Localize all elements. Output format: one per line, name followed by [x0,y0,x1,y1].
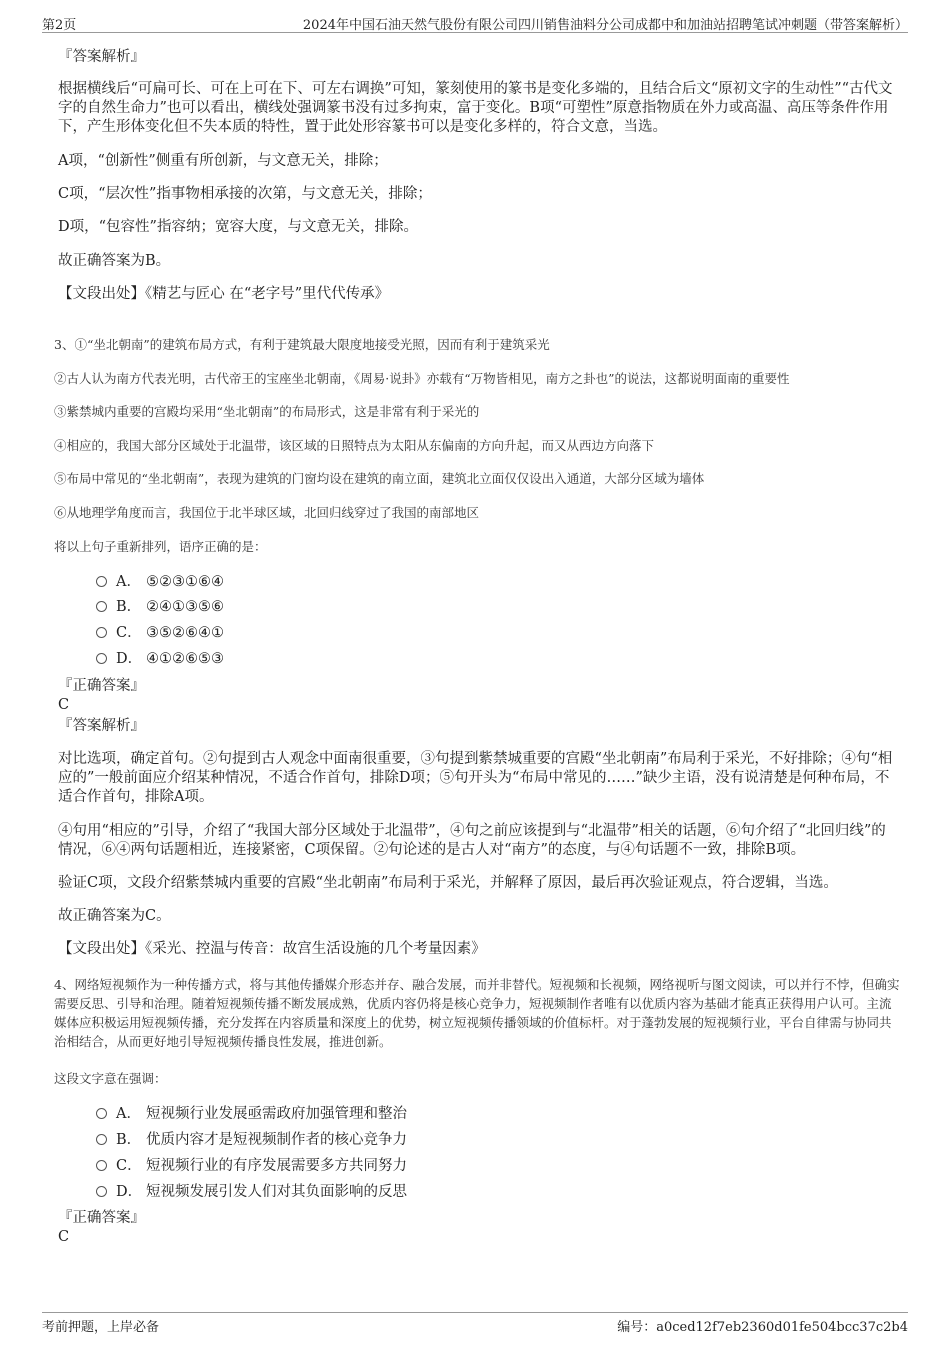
q3-source: 【文段出处】《采光、控温与传音：故宫生活设施的几个考量因素》 [58,941,486,957]
q2-source: 【文段出处】《精艺与匠心 在“老字号”里代代传承》 [58,286,390,302]
q3-prompt: 将以上句子重新排列，语序正确的是： [54,539,267,554]
q3-analysis-title: 『答案解析』 [58,718,145,734]
q3-sentence: ②古人认为南方代表光明，古代帝王的宝座坐北朝南，《周易·说卦》亦载有“万物皆相见，南方之卦也”的说法，这都说明面南的重要性 [54,371,790,386]
document-id: 编号：a0ced12f7eb2360d01fe504bcc37c2b4 [617,1320,908,1335]
radio-icon[interactable] [96,1134,107,1145]
q3-sentence: ③紫禁城内重要的宫殿均采用“坐北朝南”的布局形式，这是非常有利于采光的 [54,404,480,419]
q3-analysis-para: 验证C项，文段介绍紫禁城内重要的宫殿“坐北朝南”布局利于采光，并解释了原因，最后再次验证观点，符合逻辑，当选。 [58,875,838,891]
page-number: 第2页 [42,18,77,33]
radio-icon[interactable] [96,1186,107,1197]
q2-analysis-title: 『答案解析』 [58,49,145,65]
q2-analysis-para: D项，“包容性”指容纳；宽容大度，与文意无关，排除。 [58,219,418,235]
q4-prompt: 这段文字意在强调： [54,1071,167,1086]
q4-question-text: 4、网络短视频作为一种传播方式，将与其他传播媒介形态并存、融合发展，而并非替代。短视频和长视频，网络视听与图文阅读，可以并行不悖，但确实需要反思、引导和治理。随着短视频传播不断发展成熟，优质内容仍将是核心竞争力，短视频制作者唯有以优质内容为基础才能真正获得用户认可。主流媒体应积极运用短视频传播，充分发挥在内容质量和深度上的优势，树立短视频传播领域的价值标杆。对于蓬勃发展的短视频行业，平台自律需与协同共治相结合，从而更好地引导短视频传播良性发展，推进创新。 [54,977,900,1049]
q4-answer: C [58,1229,70,1245]
q3-option-b[interactable]: B． ②④①③⑤⑥ [96,597,224,617]
q3-option-c[interactable]: C． ③⑤②⑥④① [96,623,224,643]
radio-icon[interactable] [96,627,107,638]
q3-option-a[interactable]: A． ⑤②③①⑥④ [96,572,224,592]
q2-analysis-para: A项，“创新性”侧重有所创新，与文意无关，排除； [58,153,388,169]
q4-option-d[interactable]: D． 短视频发展引发人们对其负面影响的反思 [96,1182,407,1202]
q4-option-b[interactable]: B． 优质内容才是短视频制作者的核心竞争力 [96,1130,407,1150]
q3-sentence: ⑥从地理学角度而言，我国位于北半球区域，北回归线穿过了我国的南部地区 [54,505,480,520]
q3-answer: C [58,697,70,713]
q4-option-c[interactable]: C． 短视频行业的有序发展需要多方共同努力 [96,1156,407,1176]
q2-analysis-para: C项，“层次性”指事物相承接的次第，与文意无关，排除； [58,186,432,202]
page-header [42,12,908,33]
radio-icon[interactable] [96,1108,107,1119]
q3-option-d[interactable]: D． ④①②⑥⑤③ [96,649,224,669]
q4-option-a[interactable]: A． 短视频行业发展亟需政府加强管理和整治 [96,1104,407,1124]
radio-icon[interactable] [96,576,107,587]
q3-analysis-para: 对比选项，确定首句。②句提到古人观念中面南很重要，③句提到紫禁城重要的宫殿“坐北朝南”布局利于采光，不好排除；④句“相应的”一般前面应介绍某种情况，不适合作首句，排除D项；⑤句开头为“布局中常见的……”缺少主语，没有说清楚是何种布局，不适合作首句，排除A项。 [58,751,893,805]
radio-icon[interactable] [96,653,107,664]
radio-icon[interactable] [96,601,107,612]
q3-sentence: ④相应的，我国大部分区域处于北温带，该区域的日照特点为太阳从东偏南的方向升起，而又从西边方向落下 [54,438,655,453]
document-title: 2024年中国石油天然气股份有限公司四川销售油料分公司成都中和加油站招聘笔试冲刺题（带答案解析） [302,18,908,33]
q3-answer-conclusion: 故正确答案为C。 [58,908,171,924]
q4-answer-title: 『正确答案』 [58,1210,145,1226]
page-footer [42,1312,908,1335]
q3-answer-title: 『正确答案』 [58,678,145,694]
q2-analysis-para: 根据横线后“可扁可长、可在上可在下、可左右调换”可知，篆刻使用的篆书是变化多端的，且结合后文“原初文字的生动性”“古代文字的自然生命力”也可以看出，横线处强调篆书没有过多拘束，富于变化。B项“可塑性”原意指物质在外力或高温、高压等条件作用下，产生形体变化但不失本质的特性，置于此处形容篆书可以是变化多样的，符合文意，当选。 [58,81,893,135]
q2-answer-conclusion: 故正确答案为B。 [58,253,171,269]
footer-slogan: 考前押题，上岸必备 [42,1320,160,1335]
q3-sentence: 3、①“坐北朝南”的建筑布局方式，有利于建筑最大限度地接受光照，因而有利于建筑采光 [54,337,550,352]
q3-analysis-para: ④句用“相应的”引导，介绍了“我国大部分区域处于北温带”，④句之前应该提到与“北温带”相关的话题，⑥句介绍了“北回归线”的情况，⑥④两句话题相近，连接紧密，C项保留。②句论述的是古人对“南方”的态度，与④句话题不一致，排除B项。 [58,823,886,858]
radio-icon[interactable] [96,1160,107,1171]
q3-sentence: ⑤布局中常见的“坐北朝南”，表现为建筑的门窗均设在建筑的南立面，建筑北立面仅仅设出入通道，大部分区域为墙体 [54,471,705,486]
